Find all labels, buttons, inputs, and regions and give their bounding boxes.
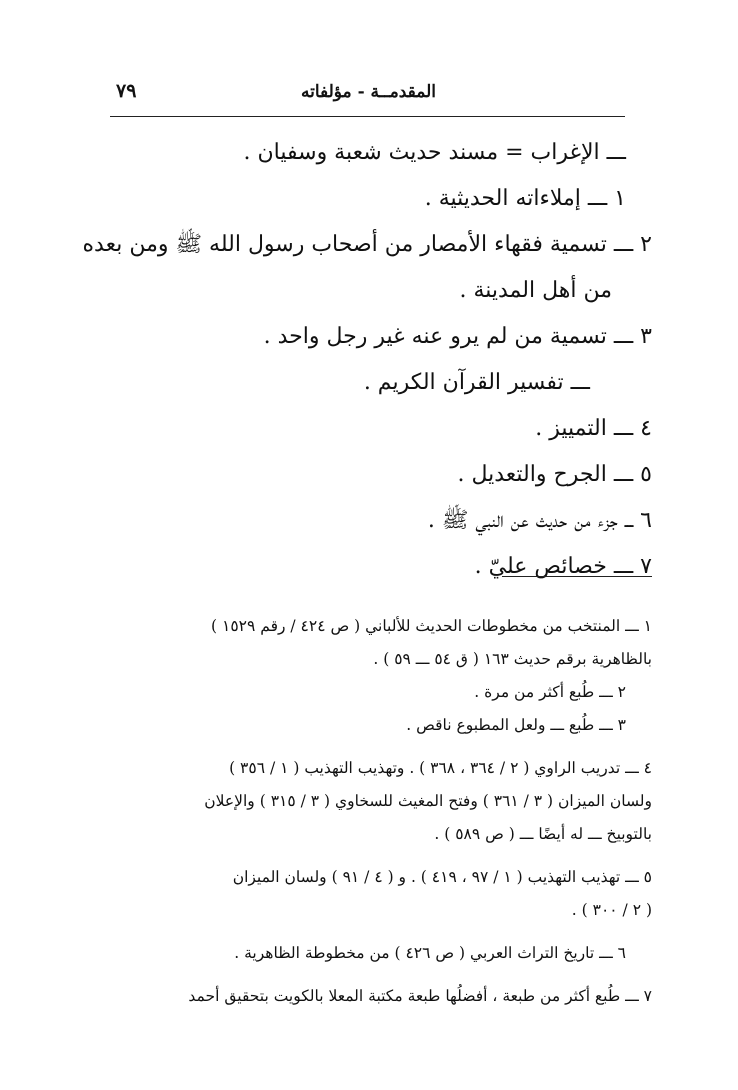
footnote-line: ولسان الميزان ( ٣ / ٣٦١ ) وفتح المغيث للسخاوي ( ٣ / ٣١٥ ) والإعلان xyxy=(204,792,652,810)
footnote-line: ٦ ـــ تاريخ التراث العربي ( ص ٤٢٦ ) من مخطوطة الظاهرية . xyxy=(234,944,626,962)
footnote-line: ٢ ـــ طُبع أكثر من مرة . xyxy=(474,683,626,701)
footnote-line: ٥ ـــ تهذيب التهذيب ( ١ / ٩٧ ، ٤١٩ ) . و ( ٤ / ٩١ ) ولسان الميزان xyxy=(232,868,652,886)
spacer xyxy=(122,927,652,937)
list-item: ٣ ـــ تسمية من لم يرو عنه غير رجل واحد . xyxy=(263,324,652,349)
spacer xyxy=(122,742,652,752)
list-item: ١ ـــ إملاءاته الحديثية . xyxy=(424,186,626,211)
footnote-separator xyxy=(502,576,652,577)
list-item: ـــ تفسير القرآن الكريم . xyxy=(363,370,590,395)
list-item: ٥ ـــ الجرح والتعديل . xyxy=(457,462,652,487)
list-item: ٤ ـــ التمييز . xyxy=(535,416,652,441)
list-item: ٦ ـــ جزء من حديث عن النبي ﷺ . xyxy=(427,508,652,533)
list-item: ٧ ـــ خصائص عليّ . xyxy=(474,554,652,579)
header-title: المقدمــة - مؤلفاته xyxy=(300,82,436,102)
footnote-line: ٧ ـــ طُبع أكثر من طبعة ، أفضلُها طبعة مكتبة المعلا بالكويت بتحقيق أحمد xyxy=(188,987,652,1005)
list-item: ٢ ـــ تسمية فقهاء الأمصار من أصحاب رسول الله ﷺ ومن بعده xyxy=(82,232,652,257)
footnote-line: بالظاهرية برقم حديث ١٦٣ ( ق ٥٤ ـــ ٥٩ ) . xyxy=(373,650,652,668)
header-rule xyxy=(110,116,625,117)
footnote-line: ١ ـــ المنتخب من مخطوطات الحديث للألباني ( ص ٤٢٤ / رقم ١٥٢٩ ) xyxy=(211,617,652,635)
footnote-line: ٤ ـــ تدريب الراوي ( ٢ / ٣٦٤ ، ٣٦٨ ) . وتهذيب التهذيب ( ١ / ٣٥٦ ) xyxy=(229,759,652,777)
page-number: ٧٩ xyxy=(116,80,137,102)
spacer xyxy=(122,851,652,861)
list-item: ـــ الإغراب = مسند حديث شعبة وسفيان . xyxy=(243,140,626,165)
footnotes xyxy=(122,610,652,1013)
works-list xyxy=(82,130,652,590)
spacer xyxy=(122,970,652,980)
footnote-line: ( ٢ / ٣٠٠ ) . xyxy=(571,901,652,919)
list-item-continuation: من أهل المدينة . xyxy=(459,278,612,303)
footnote-line: ٣ ـــ طُبع ـــ ولعل المطبوع ناقص . xyxy=(406,716,626,734)
footnote-line: بالتوبيخ ـــ له أيضًا ـــ ( ص ٥٨٩ ) . xyxy=(434,825,652,843)
running-header xyxy=(112,80,624,114)
